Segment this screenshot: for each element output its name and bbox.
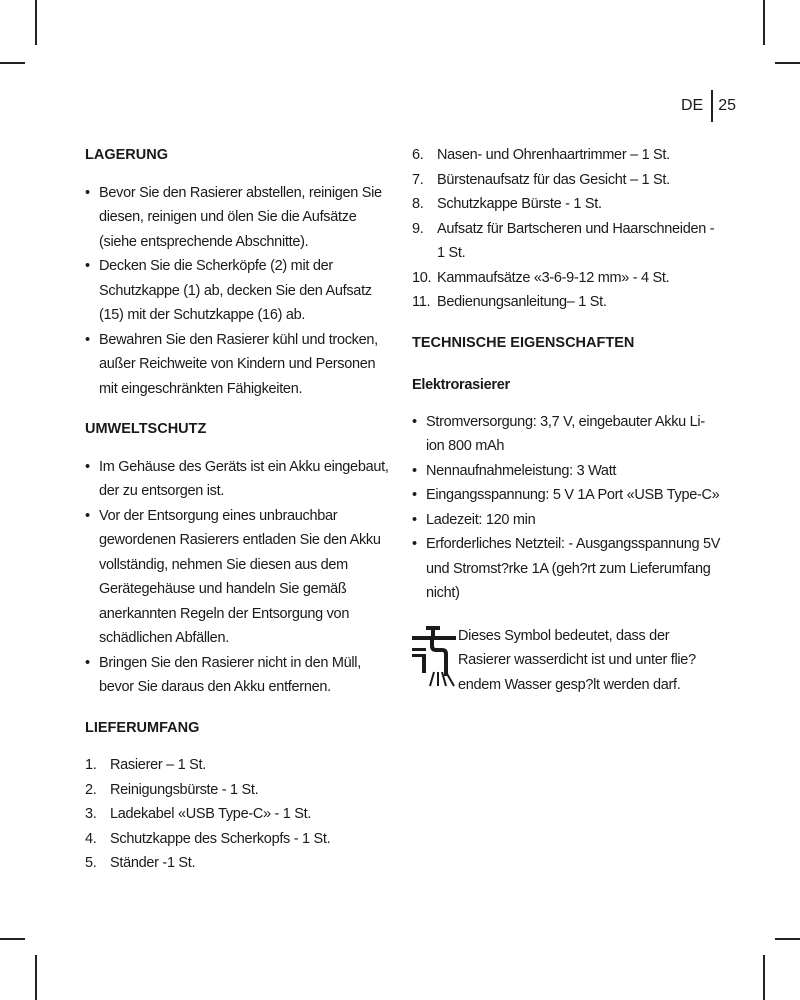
bullet-list [85,181,390,402]
list-item [85,851,390,876]
list-item [412,143,722,168]
item-text: Nasen- und Ohrenhaartrimmer – 1 St. [437,147,670,163]
item-text: Reinigungsbürste - 1 St. [110,781,259,798]
bullet-list [85,455,390,700]
list-item: • Nennaufnahmeleistung: 3 Watt [412,459,722,484]
section-lieferumfang [85,716,390,876]
language-code: DE [680,97,704,114]
item-text: Bürstenaufsatz für das Gesicht – 1 St. [437,171,670,188]
item-number: 3. [85,806,97,822]
crop-mark [0,62,25,64]
crop-mark [775,938,800,940]
list-item: • Bevor Sie den Rasierer abstellen, reinigen Sie diesen, reinigen und ölen Sie die Aufsätze (siehe entsprechende Abschnitte). [85,181,390,255]
numbered-list [85,753,390,876]
page-header [681,90,736,122]
list-item: • Bewahren Sie den Rasierer kühl und trocken, außer Reichweite von Kindern und Personen mit eingeschränkten Fähigkeiten. [85,328,390,402]
list-item [412,266,722,291]
item-number: 1. [85,757,97,773]
section-subtitle: Elektrorasierer [412,377,510,393]
item-text: Schutzkappe des Scherkopfs - 1 St. [110,830,331,847]
item-number: 4. [85,830,97,847]
crop-mark [35,955,37,1000]
list-item: • Bringen Sie den Rasierer nicht in den Müll, bevor Sie daraus den Akku entfernen. [85,651,390,700]
section-title: LIEFERUMFANG [85,719,200,736]
item-text: Aufsatz für Bartscheren und Haarschneiden - 1 St. [437,220,715,261]
list-item: • Im Gehäuse des Geräts ist ein Akku eingebaut, der zu entsorgen ist. [85,455,390,504]
crop-mark [775,62,800,64]
item-number: 6. [412,147,424,163]
item-number: 2. [85,781,97,798]
item-number: 5. [85,855,97,871]
section-title: TECHNISCHE EIGENSCHAFTEN [412,334,635,351]
section-title: UMWELTSCHUTZ [85,421,207,437]
item-number: 8. [412,196,424,212]
list-item: • Ladezeit: 120 min [412,508,722,533]
item-number: 7. [412,171,424,188]
section-umweltschutz [85,417,390,700]
section-title: LAGERUNG [85,147,168,163]
waterproof-shower-icon [412,626,456,688]
section-lagerung [85,143,390,401]
item-text: Ständer -1 St. [110,855,196,871]
list-item: • Vor der Entsorgung eines unbrauchbar gewordenen Rasierers entladen Sie den Akku vollständig, nehmen Sie diesen aus dem Gerätegehäuse und handeln Sie gemäß anerkannten Regeln der Entsorgung von schädlichen Abfällen. [85,504,390,651]
bullet-list [412,410,722,606]
symbol-description: Dieses Symbol bedeutet, dass der Rasierer wasserdicht ist und unter flie?endem Wasser gesp?lt werden darf. [458,627,696,693]
waterproof-note [412,624,722,698]
list-item [85,753,390,778]
crop-mark [763,955,765,1000]
list-item: • Stromversorgung: 3,7 V, eingebauter Akku Li-ion 800 mAh [412,410,722,459]
crop-mark [0,938,25,940]
list-item: • Erforderliches Netzteil: - Ausgangsspannung 5V und Stromst?rke 1A (geh?rt zum Lieferumfang nicht) [412,532,722,606]
list-item [85,802,390,827]
item-text: Kammaufsätze «3-6-9-12 mm» - 4 St. [437,269,670,286]
list-item [412,217,722,266]
numbered-list [412,143,722,315]
crop-mark [35,0,37,45]
list-item: • Decken Sie die Scherköpfe (2) mit der Schutzkappe (1) ab, decken Sie den Aufsatz (15) mit der Schutzkappe (16) ab. [85,254,390,328]
item-text: Rasierer – 1 St. [110,757,206,773]
crop-mark [763,0,765,45]
item-number: 9. [412,220,424,237]
list-item [85,778,390,803]
list-item [412,290,722,315]
section-technische-eigenschaften [412,331,722,606]
list-item [412,192,722,217]
right-column [412,143,722,697]
item-text: Bedienungsanleitung– 1 St. [437,294,607,310]
item-number: 11. [412,294,431,310]
left-column [85,143,390,892]
item-text: Schutzkappe Bürste - 1 St. [437,196,602,212]
list-item [412,168,722,193]
list-item [85,827,390,852]
item-number: 10. [412,269,432,286]
list-item: • Eingangsspannung: 5 V 1A Port «USB Type-C» [412,483,722,508]
page-number: 25 [718,97,736,114]
item-text: Ladekabel «USB Type-C» - 1 St. [110,806,312,822]
